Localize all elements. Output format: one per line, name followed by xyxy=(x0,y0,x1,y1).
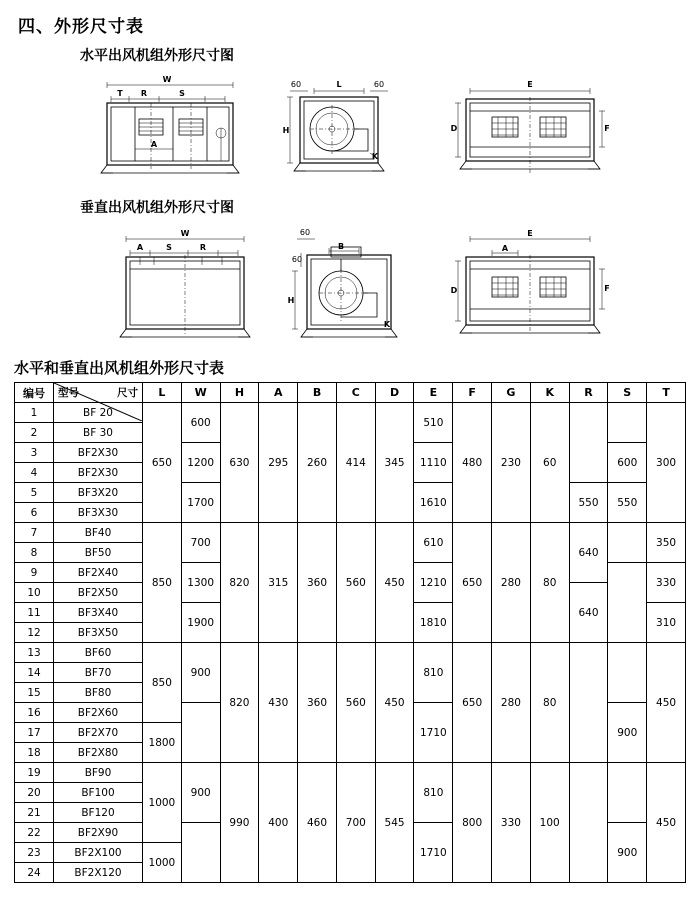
svg-text:D: D xyxy=(450,124,458,133)
cell-T: 300 xyxy=(647,403,686,523)
cell-W: 600 xyxy=(181,403,220,443)
cell-no: 15 xyxy=(15,683,54,703)
cell-R xyxy=(569,403,608,483)
cell-W: 1700 xyxy=(181,483,220,523)
cell-C: 560 xyxy=(336,643,375,763)
header-G: G xyxy=(492,383,531,403)
cell-W xyxy=(181,823,220,883)
cell-L: 1000 xyxy=(143,843,182,883)
cell-S: 900 xyxy=(608,703,647,763)
cell-A: 315 xyxy=(259,523,298,643)
svg-text:60: 60 xyxy=(373,80,385,89)
cell-W: 1300 xyxy=(181,563,220,603)
drawing-vertical-front xyxy=(110,225,260,345)
cell-no: 14 xyxy=(15,663,54,683)
svg-text:S: S xyxy=(179,89,185,98)
cell-C: 414 xyxy=(336,403,375,523)
cell-T: 330 xyxy=(647,563,686,603)
cell-no: 7 xyxy=(15,523,54,543)
cell-E: 810 xyxy=(414,643,453,703)
cell-S xyxy=(608,563,647,643)
cell-no: 21 xyxy=(15,803,54,823)
cell-model: BF100 xyxy=(54,783,143,803)
svg-text:T: T xyxy=(117,89,123,98)
cell-K: 100 xyxy=(530,763,569,883)
svg-text:K: K xyxy=(371,152,379,161)
cell-S: 900 xyxy=(608,823,647,883)
cell-model: BF60 xyxy=(54,643,143,663)
svg-text:W: W xyxy=(180,229,190,238)
cell-T: 450 xyxy=(647,763,686,883)
cell-S xyxy=(608,643,647,703)
drawing-horizontal-end xyxy=(450,73,610,183)
table-row xyxy=(15,763,686,783)
cell-E: 1710 xyxy=(414,823,453,883)
cell-L: 650 xyxy=(143,403,182,523)
table-row xyxy=(15,523,686,543)
cell-G: 280 xyxy=(492,523,531,643)
header-corner-model: 型号 xyxy=(58,387,79,399)
svg-text:S: S xyxy=(166,243,172,252)
cell-F: 800 xyxy=(453,763,492,883)
cell-E: 1210 xyxy=(414,563,453,603)
table-row xyxy=(15,643,686,663)
cell-W: 1900 xyxy=(181,603,220,643)
cell-model: BF3X30 xyxy=(54,503,143,523)
drawing-vertical-side xyxy=(285,225,415,345)
svg-text:E: E xyxy=(527,229,533,238)
cell-no: 5 xyxy=(15,483,54,503)
cell-K: 80 xyxy=(530,523,569,643)
cell-S: 600 xyxy=(608,443,647,483)
cell-T: 350 xyxy=(647,523,686,563)
svg-text:R: R xyxy=(140,89,148,98)
cell-S xyxy=(608,523,647,563)
cell-R: 550 xyxy=(569,483,608,523)
svg-text:60: 60 xyxy=(299,228,311,237)
cell-E: 1610 xyxy=(414,483,453,523)
table-header-row xyxy=(15,383,686,403)
cell-B: 360 xyxy=(298,643,337,763)
drawing-row-vertical xyxy=(0,221,700,351)
cell-model: BF50 xyxy=(54,543,143,563)
cell-H: 820 xyxy=(220,643,259,763)
cell-no: 13 xyxy=(15,643,54,663)
cell-model: BF2X100 xyxy=(54,843,143,863)
cell-no: 8 xyxy=(15,543,54,563)
cell-model: BF2X120 xyxy=(54,863,143,883)
cell-model: BF2X60 xyxy=(54,703,143,723)
cell-model: BF2X30 xyxy=(54,463,143,483)
cell-G: 330 xyxy=(492,763,531,883)
cell-model: BF 30 xyxy=(54,423,143,443)
header-B: B xyxy=(298,383,337,403)
cell-no: 1 xyxy=(15,403,54,423)
svg-text:A: A xyxy=(150,140,158,149)
cell-F: 650 xyxy=(453,643,492,763)
svg-text:K: K xyxy=(383,320,391,329)
header-R: R xyxy=(569,383,608,403)
header-F: F xyxy=(453,383,492,403)
cell-W: 900 xyxy=(181,643,220,703)
cell-model: BF3X50 xyxy=(54,623,143,643)
table-caption: 水平和垂直出风机组外形尺寸表 xyxy=(14,359,225,377)
cell-model: BF2X30 xyxy=(54,443,143,463)
page-title: 四、外形尺寸表 xyxy=(18,17,144,37)
figure-caption-horizontal: 水平出风机组外形尺寸图 xyxy=(80,48,234,64)
cell-T: 450 xyxy=(647,643,686,763)
svg-text:F: F xyxy=(604,284,610,293)
cell-no: 6 xyxy=(15,503,54,523)
cell-E: 1710 xyxy=(414,703,453,763)
cell-K: 80 xyxy=(530,643,569,763)
header-D: D xyxy=(375,383,414,403)
cell-model: BF70 xyxy=(54,663,143,683)
cell-model: BF40 xyxy=(54,523,143,543)
header-H: H xyxy=(220,383,259,403)
svg-text:60: 60 xyxy=(291,255,303,264)
cell-B: 260 xyxy=(298,403,337,523)
svg-text:R: R xyxy=(199,243,207,252)
cell-model: BF3X40 xyxy=(54,603,143,623)
cell-no: 2 xyxy=(15,423,54,443)
cell-L: 1800 xyxy=(143,723,182,763)
svg-text:E: E xyxy=(527,80,533,89)
header-T: T xyxy=(647,383,686,403)
header-S: S xyxy=(608,383,647,403)
cell-model: BF3X20 xyxy=(54,483,143,503)
cell-model: BF2X90 xyxy=(54,823,143,843)
cell-no: 4 xyxy=(15,463,54,483)
header-L: L xyxy=(143,383,182,403)
cell-model: BF2X80 xyxy=(54,743,143,763)
header-W: W xyxy=(181,383,220,403)
svg-text:W: W xyxy=(162,75,172,84)
cell-B: 460 xyxy=(298,763,337,883)
cell-S xyxy=(608,763,647,823)
cell-model: BF2X70 xyxy=(54,723,143,743)
cell-no: 22 xyxy=(15,823,54,843)
cell-L: 850 xyxy=(143,643,182,723)
header-K: K xyxy=(530,383,569,403)
cell-no: 12 xyxy=(15,623,54,643)
cell-A: 430 xyxy=(259,643,298,763)
header-A: A xyxy=(259,383,298,403)
cell-R: 640 xyxy=(569,523,608,583)
drawing-horizontal-front xyxy=(95,73,245,183)
cell-F: 650 xyxy=(453,523,492,643)
figure-caption-vertical: 垂直出风机组外形尺寸图 xyxy=(80,200,234,216)
cell-E: 1810 xyxy=(414,603,453,643)
cell-E: 1110 xyxy=(414,443,453,483)
svg-text:A: A xyxy=(501,244,509,253)
svg-text:H: H xyxy=(282,126,290,135)
svg-text:B: B xyxy=(337,242,345,251)
dimensions-table xyxy=(14,382,686,883)
cell-F: 480 xyxy=(453,403,492,523)
cell-no: 11 xyxy=(15,603,54,623)
cell-R xyxy=(569,763,608,883)
cell-R: 640 xyxy=(569,583,608,643)
cell-E: 610 xyxy=(414,523,453,563)
cell-B: 360 xyxy=(298,523,337,643)
cell-A: 400 xyxy=(259,763,298,883)
cell-S: 550 xyxy=(608,483,647,523)
cell-S xyxy=(608,403,647,443)
cell-D: 450 xyxy=(375,643,414,763)
cell-no: 20 xyxy=(15,783,54,803)
cell-E: 810 xyxy=(414,763,453,823)
svg-text:L: L xyxy=(336,80,342,89)
drawing-horizontal-side xyxy=(280,73,400,183)
cell-W: 900 xyxy=(181,763,220,823)
cell-model: BF120 xyxy=(54,803,143,823)
cell-H: 820 xyxy=(220,523,259,643)
cell-no: 18 xyxy=(15,743,54,763)
drawing-row-horizontal xyxy=(0,69,700,189)
cell-K: 60 xyxy=(530,403,569,523)
table-body xyxy=(15,403,686,883)
cell-L: 1000 xyxy=(143,763,182,843)
cell-H: 630 xyxy=(220,403,259,523)
cell-no: 3 xyxy=(15,443,54,463)
cell-W: 1200 xyxy=(181,443,220,483)
header-E: E xyxy=(414,383,453,403)
cell-model: BF2X50 xyxy=(54,583,143,603)
header-C: C xyxy=(336,383,375,403)
cell-A: 295 xyxy=(259,403,298,523)
cell-E: 510 xyxy=(414,403,453,443)
cell-model: BF2X40 xyxy=(54,563,143,583)
header-corner-dimension: 尺寸 xyxy=(117,387,138,399)
cell-H: 990 xyxy=(220,763,259,883)
svg-text:H: H xyxy=(287,296,295,305)
cell-R xyxy=(569,643,608,763)
cell-W xyxy=(181,703,220,763)
cell-D: 345 xyxy=(375,403,414,523)
cell-no: 17 xyxy=(15,723,54,743)
cell-C: 560 xyxy=(336,523,375,643)
cell-no: 24 xyxy=(15,863,54,883)
cell-W: 700 xyxy=(181,523,220,563)
drawing-vertical-end xyxy=(450,225,610,345)
cell-T: 310 xyxy=(647,603,686,643)
cell-no: 10 xyxy=(15,583,54,603)
cell-G: 280 xyxy=(492,643,531,763)
header-corner xyxy=(54,383,143,403)
cell-no: 16 xyxy=(15,703,54,723)
svg-text:F: F xyxy=(604,124,610,133)
cell-model: BF 20 xyxy=(54,403,143,423)
cell-no: 19 xyxy=(15,763,54,783)
cell-no: 23 xyxy=(15,843,54,863)
cell-C: 700 xyxy=(336,763,375,883)
cell-D: 450 xyxy=(375,523,414,643)
cell-no: 9 xyxy=(15,563,54,583)
header-no: 编号 xyxy=(15,383,54,403)
cell-model: BF80 xyxy=(54,683,143,703)
cell-model: BF90 xyxy=(54,763,143,783)
cell-L: 850 xyxy=(143,523,182,643)
svg-text:A: A xyxy=(136,243,144,252)
svg-text:D: D xyxy=(450,286,458,295)
cell-D: 545 xyxy=(375,763,414,883)
svg-text:60: 60 xyxy=(290,80,302,89)
cell-G: 230 xyxy=(492,403,531,523)
